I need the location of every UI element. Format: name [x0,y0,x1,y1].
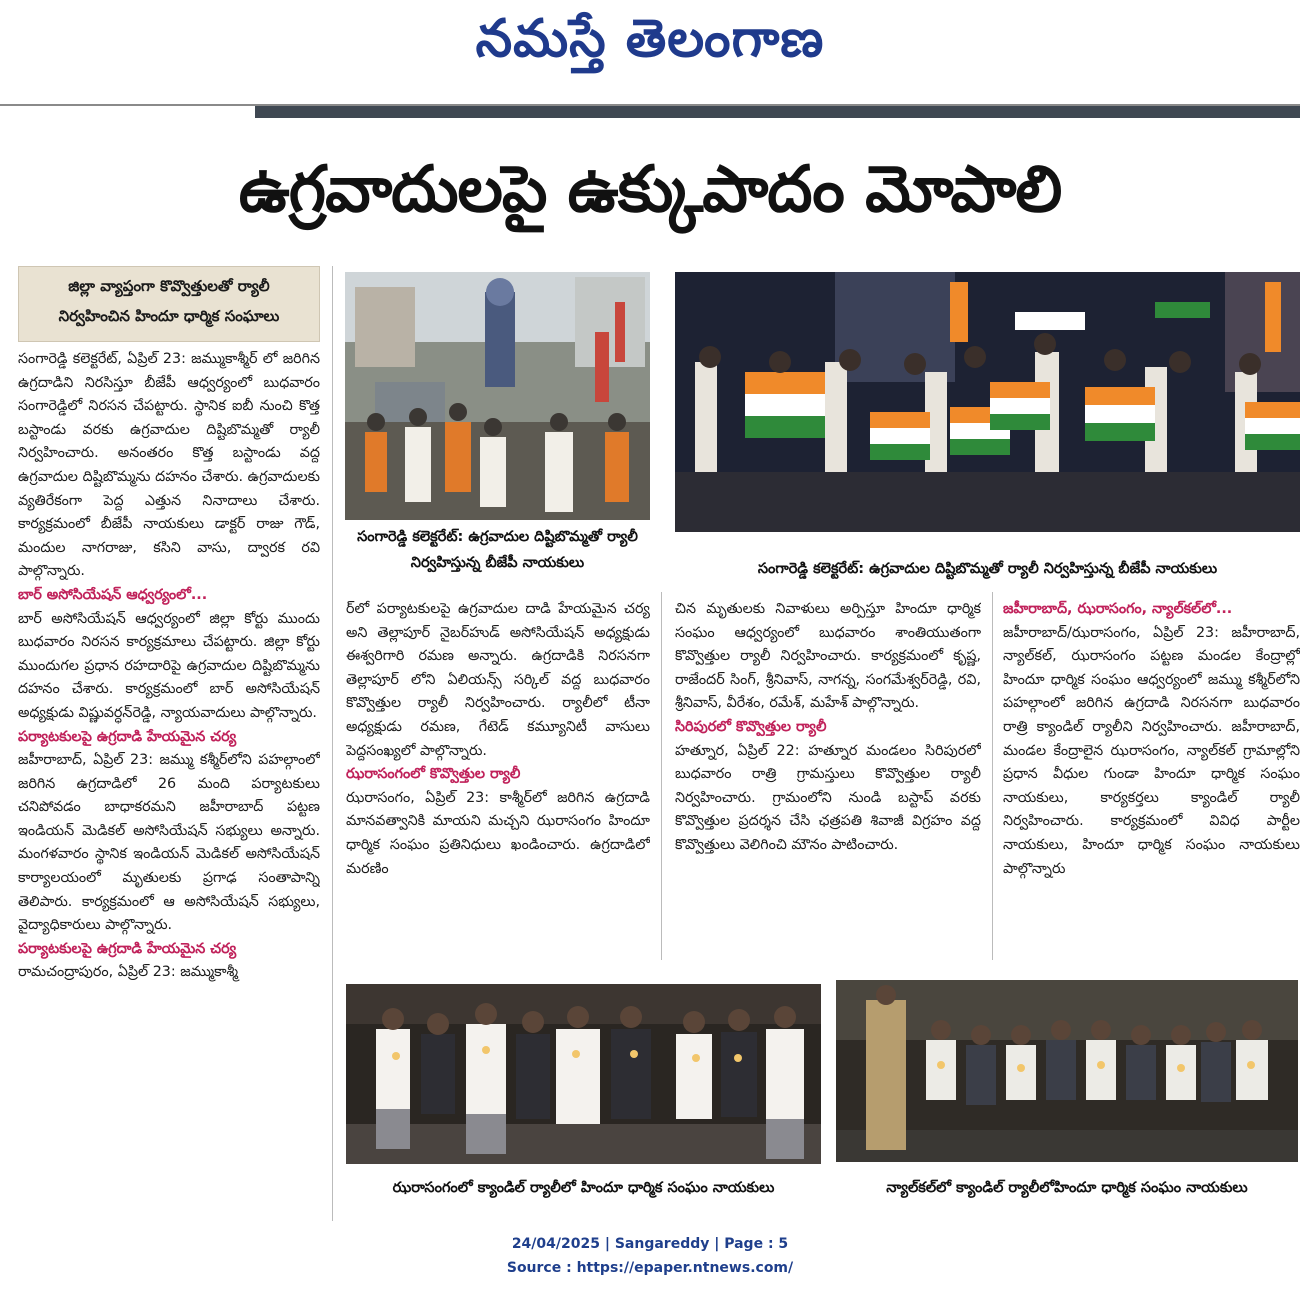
paragraph: జహీరాబాద్/ఝరాసంగం, ఏప్రిల్ 23: జహీరాబాద్, న్యాల్‌కల్, ఝరాసంగం పట్టణ మండల కేంద్రాల్లో హిందూ ధార్మిక సంఘం ఆధ్వర్యంలో జమ్ము కశ్మీర్‌లోని పహల్గాంలో జరిగిన ఉగ్రదాడి నిరసనగా బుధవారం రాత్రి క్యాండిల్ ర్యాలీని నిర్వహించారు. జహీరాబాద్, మండల కేంద్రాలైన ఝరాసంగం, న్యాల్‌కల్ గ్రామాల్లోని ప్రధాన వీధుల గుండా హిందూ ధార్మిక సంఘం నాయకులు, కార్యకర్తలు క్యాండిల్ ర్యాలీ నిర్వహించారు. కార్యక్రమంలో వివిధ పార్టీల నాయకులు, హిందూ ధార్మిక సంఘం నాయకులు పాల్గొన్నారు [1003,624,1300,877]
photo-effigy-rally [345,272,650,520]
article-column-2 [346,598,650,958]
footer [0,1232,1300,1280]
photo-caption-1: సంగారెడ్డి కలెక్టరేట్: ఉగ్రవాదుల దిష్టిబొమ్మతో ర్యాలీ నిర్వహిస్తున్న బీజేపీ నాయకులు [357,529,638,571]
paragraph: ఝరాసంగం, ఏప్రిల్ 23: కాశ్మీర్‌లో జరిగిన ఉగ్రదాడి మానవత్వానికి మాయని మచ్చని ఝరాసంగం హిందూ ధార్మిక సంఘం ప్రతినిధులు ఖండించారు. ఉగ్రదాడిలో మరణిం [346,789,650,877]
article-column-4 [1003,598,1300,958]
paragraph: బార్ అసోసియేషన్ ఆధ్వర్యంలో జిల్లా కోర్టు ముందు బుధవారం నిరసన కార్యక్రమాలు చేపట్టారు. జిల్లా కోర్టు ముందుగల ప్రధాన రహదారిపై ఉగ్రవాదుల దిష్టిబొమ్మను దహనం చేశారు. కార్యక్రమంలో బార్ అసోసియేషన్ అధ్యక్షుడు విష్ణువర్ధన్‌రెడ్డి, న్యాయవాదులు పాల్గొన్నారు. [18,610,320,721]
paragraph: రామచంద్రాపురం, ఏప్రిల్ 23: జమ్ముకాశ్మీ [18,964,239,981]
newspaper-logo: నమస్తే తెలంగాణ [475,8,825,69]
subheading: పర్యాటకులపై ఉగ్రదాడి హేయమైన చర్య [18,728,237,745]
paragraph: ర్‌లో పర్యాటకులపై ఉగ్రవాదుల దాడి హేయమైన చర్య అని తెల్లాపూర్ నైబర్‌హుడ్ అసోసియేషన్ అధ్యక్షుడు ఈశ్వరిగారి రమణ అన్నారు. ఉగ్రదాడికి నిరసనగా తెల్లాపూర్ లోని ఏలియన్స్ సర్కిల్ వద్ద బుధవారం కొవ్వొత్తుల ర్యాలీ నిర్వహించారు. ర్యాలీలో టీనా అధ్యక్షుడు రమణ, గేటెడ్ కమ్యూనిటీ వాసులు పెద్దసంఖ్యలో పాల్గొన్నారు. [346,601,650,759]
photo-caption-4: న్యాల్‌కల్‌లో క్యాండిల్ ర్యాలీలోహిందూ ధార్మిక సంఘం నాయకులు [886,1180,1248,1196]
paragraph: హత్నూర, ఏప్రిల్ 22: హత్నూర మండలం సిరిపురలో బుధవారం రాత్రి గ్రామస్తులు కొవ్వొత్తుల ర్యాలీ నిర్వహించారు. గ్రామంలోని నుండి బస్టాప్ వరకు కొవ్వొత్తుల ప్రదర్శన చేసి ఛత్రపతి శివాజీ విగ్రహం వద్ద కొవ్వొత్తులు వెలిగించి మౌనం పాటించారు. [675,742,981,853]
paragraph: చిన మృతులకు నివాళులు అర్పిస్తూ హిందూ ధార్మిక సంఘం ఆధ్వర్యంలో బుధవారం శాంతియుతంగా కొవ్వొత్తుల ర్యాలీ నిర్వహించారు. కార్యక్రమంలో కృష్ణ, రాజేందర్ సింగ్, శ్రీనివాస్, నాగన్న, సంగమేశ్వర్‌రెడ్డి, రవి, శ్రీనివాస్, వీరేశం, రమేశ్, మహేశ్ పాల్గొన్నారు. [675,601,981,712]
subheading: జహీరాబాద్, ఝరాసంగం, న్యాల్‌కల్‌లో... [1003,601,1233,617]
photo-flag-rally [675,272,1300,532]
photo-candle-rally-jharasangam [346,984,821,1164]
footer-source: Source : https://epaper.ntnews.com/ [506,1260,794,1276]
subhead-line-2: నిర్వహించిన హిందూ ధార్మిక సంఘాలు [58,307,280,325]
article-column-1 [18,348,320,1220]
subheading: ఝరాసంగంలో కొవ్వొత్తుల ర్యాలీ [346,766,521,783]
photo-caption-3: ఝరాసంగంలో క్యాండిల్ ర్యాలీలో హిందూ ధార్మిక సంఘం నాయకులు [392,1180,775,1196]
subhead-box [18,266,320,342]
photo-caption-2: సంగారెడ్డి కలెక్టరేట్: ఉగ్రవాదుల దిష్టిబొమ్మతో ర్యాలీ నిర్వహిస్తున్న బీజేపీ నాయకులు [757,561,1218,577]
paragraph: సంగారెడ్డి కలెక్టరేట్, ఏప్రిల్ 23: జమ్ముకాశ్మీర్ లో జరిగిన ఉగ్రదాడిని నిరసిస్తూ బీజేపీ ఆధ్వర్యంలో బుధవారం సంగారెడ్డిలో నిరసన చేపట్టారు. స్థానిక ఐబీ నుంచి కొత్త బస్టాండు వరకు ఉగ్రవాదుల దిష్టిబొమ్మతో ర్యాలీ నిర్వహించారు. అనంతరం కొత్త బస్టాండు వద్ద ఉగ్రవాదుల దిష్టిబొమ్మను దహనం చేశారు. ఉగ్రవాదులకు వ్యతిరేకంగా పెద్ద ఎత్తున నినాదాలు చేశారు. కార్యక్రమంలో బీజేపీ నాయకులు డాక్టర్ రాజు గౌడ్, మందుల నాగరాజు, కసిని వాసు, ద్వారక రవి పాల్గొన్నారు. [18,351,320,580]
photo-candle-rally-nyalkal [836,980,1298,1162]
column-divider [661,592,662,960]
article-column-3 [675,598,981,958]
headline: ఉగ్రవాదులపై ఉక్కుపాదం మోపాలి [238,153,1062,227]
footer-date-page: 24/04/2025 | Sangareddy | Page : 5 [511,1236,789,1252]
subheading: సిరిపురలో కొవ్వొత్తుల ర్యాలీ [675,718,827,735]
column-divider [332,266,333,1221]
paragraph: జహీరాబాద్, ఏప్రిల్ 23: జమ్ము కశ్మీర్‌లోని పహల్గాంలో జరిగిన ఉగ్రదాడిలో 26 మంది పర్యాటకులు చనిపోవడం బాధాకరమని జహీరాబాద్ పట్టణ ఇండియన్ మెడికల్ అసోసియేషన్ సభ్యులు అన్నారు. మంగళవారం స్థానిక ఇండియన్ మెడికల్ అసోసియేషన్ కార్యాలయంలో మృతులకు ప్రగాఢ సంతాపాన్ని తెలిపారు. కార్యక్రమంలో ఆ అసోసియేషన్ సభ్యులు, వైద్యాధికారులు పాల్గొన్నారు. [18,752,320,934]
masthead [0,0,1300,104]
subhead-line-1: జిల్లా వ్యాప్తంగా కొవ్వొత్తులతో ర్యాలీ [68,277,270,295]
column-divider [992,592,993,960]
subheading: బార్ అసోసియేషన్ ఆధ్వర్యంలో... [18,586,208,603]
masthead-bar [255,106,1300,118]
subheading: పర్యాటకులపై ఉగ్రదాడి హేయమైన చర్య [18,940,237,957]
